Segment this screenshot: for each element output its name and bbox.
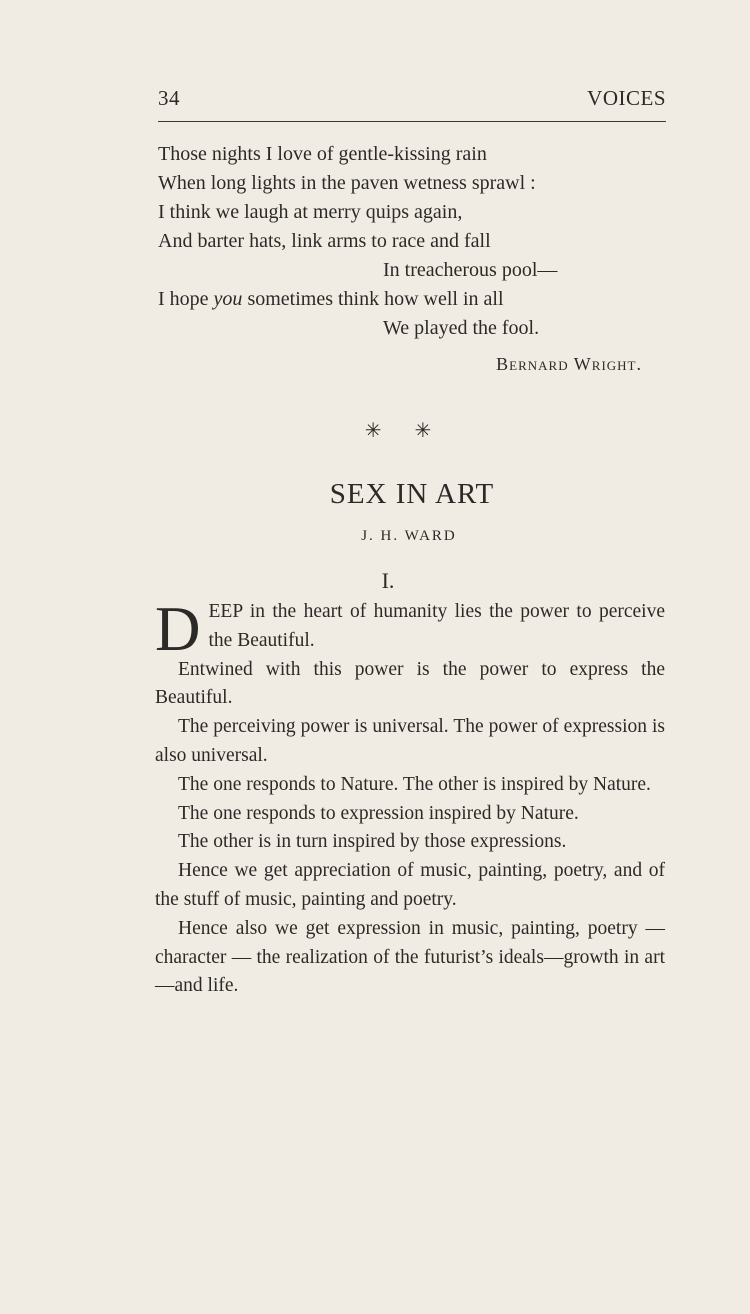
paragraph: The perceiving power is universal. The power of expression is also universal. — [155, 716, 665, 766]
poem-line: Those nights I love of gentle-kissing rain — [158, 143, 487, 165]
header-rule — [158, 121, 666, 122]
drop-cap: D — [155, 594, 201, 664]
running-title: VOICES — [587, 86, 666, 110]
paragraph: The one responds to Nature. The other is inspired by Nature. — [178, 773, 651, 795]
poem-author: Bernard Wright. — [496, 354, 642, 374]
page-number: 34 — [158, 86, 180, 110]
section-number: I. — [381, 568, 395, 593]
section-separator: ✳ ✳ — [364, 420, 446, 442]
poem-line: I think we laugh at merry quips again, — [158, 201, 463, 223]
poem-line: We played the fool. — [383, 317, 540, 339]
poem-line — [158, 285, 666, 314]
poem-line-start: I hope — [158, 288, 214, 310]
paragraph: Hence we get appreciation of music, painting, poetry, and of the stuff of music, painting and poetry. — [155, 860, 665, 910]
poem-line: In treacherous pool— — [383, 259, 558, 281]
poem-line-end: sometimes think how well in all — [242, 288, 504, 310]
poem-line: And barter hats, link arms to race and fall — [158, 230, 491, 252]
poem — [158, 140, 666, 343]
paragraph — [155, 594, 665, 664]
paragraph-text: EEP in the heart of humanity lies the power to perceive the Beautiful. — [208, 601, 665, 651]
paragraph: The one responds to expression inspired by Nature. — [178, 802, 579, 824]
paragraph: Hence also we get expression in music, painting, poetry — character — the realization of the futurist’s ideals—growth in art—and life. — [155, 917, 665, 997]
article-body — [155, 594, 665, 1001]
poem-line: When long lights in the paven wetness sprawl : — [158, 172, 536, 194]
paragraph: Entwined with this power is the power to express the Beautiful. — [155, 658, 665, 709]
poem-emphasis: you — [213, 288, 243, 310]
page-header — [158, 86, 666, 114]
article-title: SEX IN ART — [329, 478, 495, 510]
article-byline: J. H. WARD — [361, 528, 457, 544]
paragraph: The other is in turn inspired by those expressions. — [178, 831, 567, 853]
